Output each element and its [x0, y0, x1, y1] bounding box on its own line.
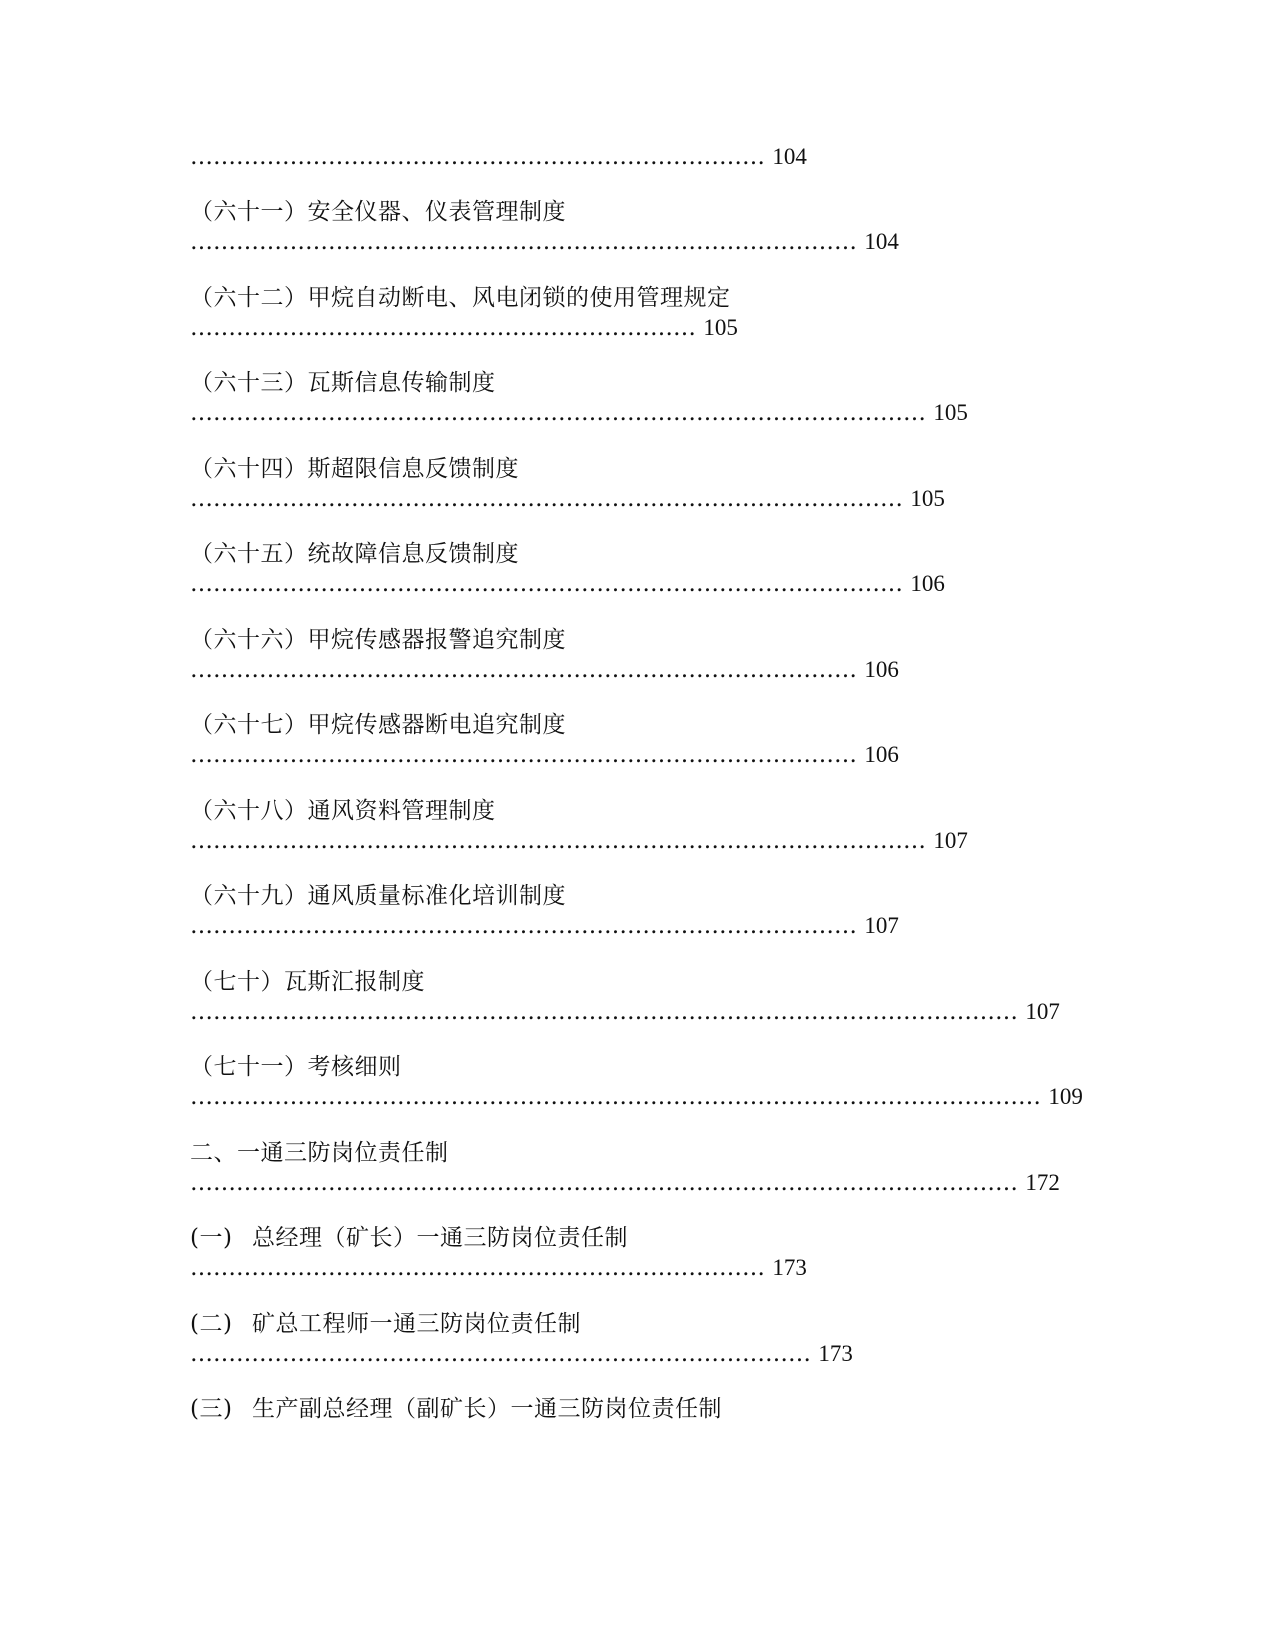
entry-title-text: 生产副总经理（副矿长）一通三防岗位责任制 — [252, 1396, 722, 1422]
entry-prefix: (三) — [190, 1396, 233, 1422]
dot-leader: ………………………………………………………… — [190, 315, 696, 341]
page-number: 105 — [910, 486, 945, 511]
dot-leader: ………………………………………………………………………………… — [190, 486, 903, 512]
toc-entry-title — [190, 1394, 722, 1424]
toc-section-title: 二、一通三防岗位责任制 — [190, 1140, 449, 1166]
page-number: 106 — [910, 571, 945, 596]
dot-leader: ……………………………………………………………………………………………… — [190, 1170, 1018, 1196]
dot-leader: ………………………………………………………………… — [190, 1255, 765, 1281]
toc-entry-leader — [190, 826, 968, 856]
dot-leader: …………………………………………………………………………………… — [190, 400, 926, 426]
dot-leader: ………………………………………………………………………………… — [190, 571, 903, 597]
toc-entry-leader — [190, 911, 899, 941]
page-number: 104 — [864, 229, 899, 254]
toc-entry-leader — [190, 1082, 1083, 1112]
toc-entry-title: （六十七）甲烷传感器断电追究制度 — [190, 712, 566, 738]
page-number: 107 — [933, 828, 968, 853]
dot-leader: …………………………………………………………………………… — [190, 742, 857, 768]
toc-entry-title: （六十二）甲烷自动断电、风电闭锁的使用管理规定 — [190, 285, 731, 311]
page-number: 173 — [818, 1341, 853, 1366]
entry-title-text: 总经理（矿长）一通三防岗位责任制 — [252, 1225, 628, 1251]
entry-title-text: 矿总工程师一通三防岗位责任制 — [252, 1311, 581, 1337]
toc-entry-title: （六十一）安全仪器、仪表管理制度 — [190, 199, 566, 225]
toc-entry-leader — [190, 313, 738, 343]
toc-entry-title — [190, 1309, 581, 1339]
toc-entry-title: （六十六）甲烷传感器报警追究制度 — [190, 627, 566, 653]
toc-entry-title: （六十五）统故障信息反馈制度 — [190, 541, 519, 567]
entry-prefix: (二) — [190, 1311, 233, 1337]
dot-leader: ………………………………………………………………… — [190, 144, 765, 170]
toc-entry-leader — [190, 740, 899, 770]
page-number: 109 — [1048, 1084, 1083, 1109]
toc-entry-title: （七十一）考核细则 — [190, 1054, 402, 1080]
toc-entry-title: （六十三）瓦斯信息传输制度 — [190, 370, 496, 396]
toc-entry-title: （七十）瓦斯汇报制度 — [190, 969, 425, 995]
entry-prefix: (一) — [190, 1225, 233, 1251]
toc-entry-leader — [190, 655, 899, 685]
dot-leader: ……………………………………………………………………………………………… — [190, 999, 1018, 1025]
dot-leader: ………………………………………………………………………………………………… — [190, 1084, 1041, 1110]
page-number: 172 — [1025, 1170, 1060, 1195]
page-number: 104 — [772, 144, 807, 169]
dot-leader: …………………………………………………………………………… — [190, 913, 857, 939]
toc-entry-leader — [190, 227, 899, 257]
page-number: 105 — [703, 315, 738, 340]
toc-entry-leader — [190, 569, 945, 599]
toc-entry-title: （六十九）通风质量标准化培训制度 — [190, 883, 566, 909]
toc-entry-leader — [190, 398, 968, 428]
toc-entry-leader — [190, 1168, 1060, 1198]
toc-entry-leader — [190, 484, 945, 514]
toc-entry-continued — [190, 142, 807, 172]
page-number: 173 — [772, 1255, 807, 1280]
page-number: 107 — [1025, 999, 1060, 1024]
toc-entry-title — [190, 1223, 628, 1253]
page-number: 106 — [864, 657, 899, 682]
page-number: 107 — [864, 913, 899, 938]
toc-entry-title: （六十八）通风资料管理制度 — [190, 798, 496, 824]
dot-leader: …………………………………………………………………………… — [190, 657, 857, 683]
dot-leader: …………………………………………………………………………………… — [190, 828, 926, 854]
toc-entry-title: （六十四）斯超限信息反馈制度 — [190, 456, 519, 482]
page-number: 105 — [933, 400, 968, 425]
dot-leader: …………………………………………………………………………… — [190, 229, 857, 255]
dot-leader: ……………………………………………………………………… — [190, 1341, 811, 1367]
toc-entry-leader — [190, 997, 1060, 1027]
page-number: 106 — [864, 742, 899, 767]
toc-entry-leader — [190, 1253, 807, 1283]
toc-entry-leader — [190, 1339, 853, 1369]
